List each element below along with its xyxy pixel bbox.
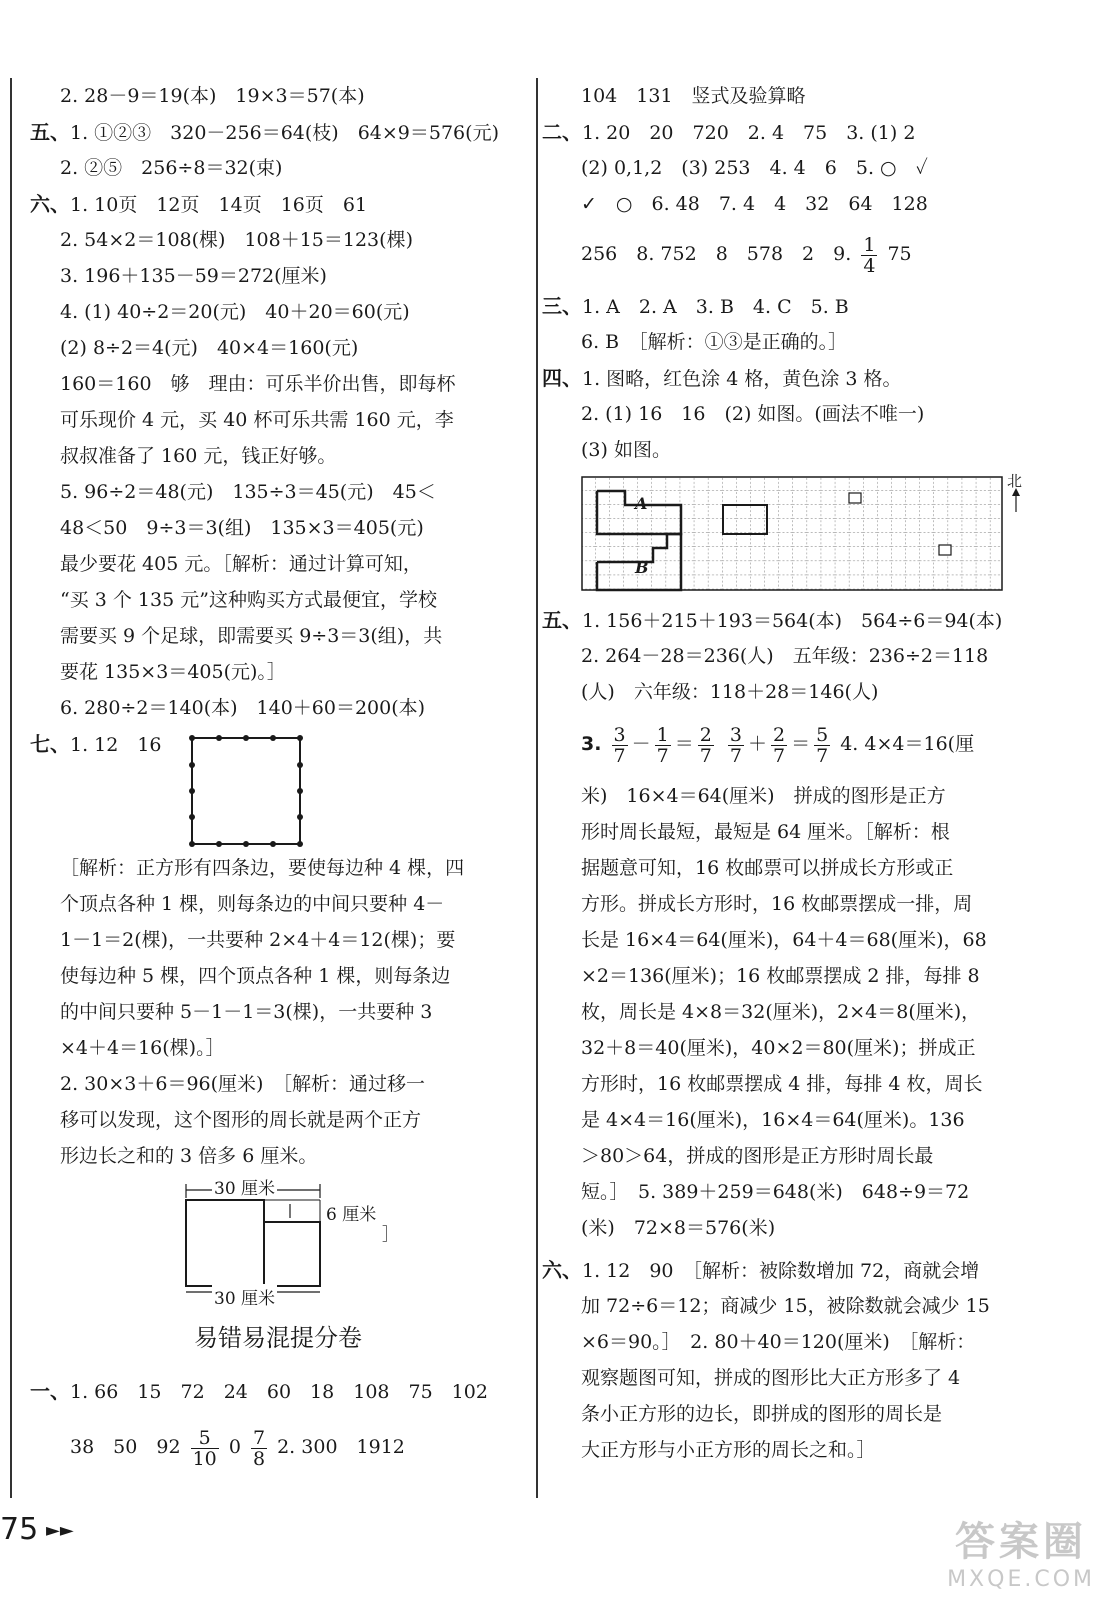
fraction: $\frac{5}{7}$ [816,723,829,767]
section-label: 五、 [542,608,582,632]
watermark-logo: 答案圈 [955,1519,1088,1565]
answer-line: “买 3 个 135 元”这种购买方式最便宜，学校 [60,589,437,611]
answer-line: 256 8. 752 8 578 2 9. $\frac{1}{4}$ 75 [581,233,912,277]
answer-line: 七、1. 12 16 [30,732,162,756]
answer-line: 短。］ 5. 389＋259＝648(米) 648÷9＝72 [581,1181,970,1203]
section-label: 五、 [30,120,70,144]
answer-line: ×6＝90。］ 2. 80＋40＝120(厘米) ［解析： [581,1331,976,1353]
north-label: 北 [1007,472,1023,490]
answer-line: 4. (1) 40÷2＝20(元) 40＋20＝60(元) [60,301,410,323]
answer-line: 移可以发现，这个图形的周长就是两个正方 [60,1109,422,1131]
column-divider [536,78,538,1498]
answer-line: 6. 280÷2＝140(本) 140＋60＝200(本) [60,697,426,719]
answer-line: 2. 28－9＝19(本) 19×3＝57(本) [60,85,365,107]
bottom-dimension-label: 30 厘米 [212,1284,277,1309]
answer-line: 6. B ［解析：①③是正确的。］ [581,331,848,353]
answer-line: 3. 196＋135－59＝272(厘米) [60,265,327,287]
answer-line: 一、1. 66 15 72 24 60 18 108 75 102 [30,1379,488,1403]
fraction: $\frac{2}{7}$ [699,723,712,767]
answer-line: 长是 16×4＝64(厘米)，64＋4＝68(厘米)，68 [581,929,987,951]
answer-line: 形时周长最短，最短是 64 厘米。［解析：根 [581,821,950,843]
answer-line: 104 131 竖式及验算略 [581,85,806,107]
answer-line: 32＋8＝40(厘米)，40×2＝80(厘米)；拼成正 [581,1037,976,1059]
fraction: $\frac{1}{7}$ [656,723,669,767]
answer-line: 个顶点各种 1 棵，则每条边的中间只要种 4－ [60,893,445,915]
figure-bracket: ］ [382,1225,399,1245]
answer-line: 2. ②⑤ 256÷8＝32(束) [60,157,283,179]
answer-line: 是 4×4＝16(厘米)，16×4＝64(厘米)。136 [581,1109,965,1131]
answer-line: 方形时，16 枚邮票摆成 4 排，每排 4 枚，周长 [581,1073,983,1095]
answer-line: 使每边种 5 棵，四个顶点各种 1 棵，则每条边 [60,965,451,987]
answer-line: 需要买 9 个足球，即需要买 9÷3＝3(组)，共 [60,625,443,647]
answer-line: 3. $\frac{3}{7}$ － $\frac{1}{7}$ ＝ $\frac{2}{7}$ $\frac{3}{7}$ ＋ $\frac{2}{7}$ ＝ $\frac{5}{7}$ 4. 4×4＝16(厘 [581,723,975,767]
fraction: $\frac{5}{10}$ [192,1426,217,1470]
answer-line: 1－1＝2(棵)，一共要种 2×4＋4＝12(棵)；要 [60,929,456,951]
answer-line: 160＝160 够 理由：可乐半价出售，即每杯 [60,373,456,395]
answer-line: 六、1. 12 90 ［解析：被除数增加 72，商就会增 [542,1258,980,1282]
answer-line: 大正方形与小正方形的周长之和。］ [581,1439,876,1461]
fraction: $\frac{3}{7}$ [729,723,742,767]
page-number: 75 [0,1512,39,1547]
answer-line: ＞80＞64，拼成的图形是正方形时周长最 [581,1145,934,1167]
fraction: $\frac{2}{7}$ [772,723,786,767]
top-dimension-label: 30 厘米 [212,1174,277,1199]
next-arrows-icon: ►► [46,1520,74,1541]
fraction: $\frac{7}{8}$ [252,1426,266,1470]
answer-line: 米) 16×4＝64(厘米) 拼成的图形是正方 [581,785,946,807]
watermark-url: MXQE.COM [947,1567,1095,1592]
region-label-b: B [635,558,649,577]
answer-line: 方形。拼成长方形时，16 枚邮票摆成一排，周 [581,893,973,915]
answer-line: 最少要花 405 元。［解析：通过计算可知， [60,553,422,575]
answer-line: 要花 135×3＝405(元)。］ [60,661,286,683]
answer-line: 四、1. 图略，红色涂 4 格，黄色涂 3 格。 [542,366,902,390]
answer-line: 48＜50 9÷3＝3(组) 135×3＝405(元) [60,517,424,539]
answer-line: 2. 54×2＝108(棵) 108＋15＝123(棵) [60,229,413,251]
answer-line: 2. 30×3＋6＝96(厘米) ［解析：通过移一 [60,1073,425,1095]
answer-line: 六、1. 10页 12页 14页 16页 61 [30,192,368,216]
answer-line: 5. 96÷2＝48(元) 135÷3＝45(元) 45＜ [60,481,436,503]
answer-line: 叔叔准备了 160 元，钱正好够。 [60,445,337,467]
answer-line: (人) 六年级：118＋28＝146(人) [581,681,879,703]
answer-line: 形边长之和的 3 倍多 6 厘米。 [60,1145,318,1167]
region-label-a: A [635,494,648,513]
section-label: 六、 [542,1258,582,1282]
answer-line: (2) 8÷2＝4(元) 40×4＝160(元) [60,337,359,359]
answer-line: 2. 264－28＝236(人) 五年级：236÷2＝118 [581,645,989,667]
section-label: 七、 [30,732,70,756]
answer-line: ×2＝136(厘米)；16 枚邮票摆成 2 排，每排 8 [581,965,980,987]
fraction: $\frac{1}{4}$ [863,233,876,277]
answer-line: 的中间只要种 5－1－1＝3(棵)，一共要种 3 [60,1001,433,1023]
section-label: 一、 [30,1379,70,1403]
left-rule [10,78,12,1498]
fraction: $\frac{3}{7}$ [613,723,626,767]
answer-line: 二、1. 20 20 720 2. 4 75 3. (1) 2 [542,120,916,144]
answer-line: 五、1. ①②③ 320－256＝64(枝) 64×9＝576(元) [30,120,499,144]
answer-line: 枚，周长是 4×8＝32(厘米)，2×4＝8(厘米)， [581,1001,981,1023]
section-label: 六、 [30,192,70,216]
answer-line: ×4＋4＝16(棵)。］ [60,1037,225,1059]
answer-line: (米) 72×8＝576(米) [581,1217,776,1239]
answer-line: ✓ ○ 6. 48 7. 4 4 32 64 128 [581,193,928,215]
answer-line: 加 72÷6＝12；商减少 15，被除数就会减少 15 [581,1295,990,1317]
answer-line: 三、1. A 2. A 3. B 4. C 5. B [542,294,849,318]
grid-figure [581,472,1031,594]
answer-line: (2) 0,1,2 (3) 253 4. 4 6 5. ○ ✓ [581,157,928,179]
section-label: 二、 [542,120,582,144]
two-squares-figure [180,1178,420,1309]
tree-square-figure [180,730,310,850]
answer-line: 观察题图可知，拼成的图形比大正方形多了 4 [581,1367,961,1389]
answer-line: (3) 如图。 [581,439,671,461]
side-dimension-label: 6 厘米 [326,1205,377,1225]
section-label: 三、 [542,294,582,318]
answer-line: 38 50 92 $\frac{5}{10}$ 0 $\frac{7}{8}$ 2. 300 1912 [70,1426,405,1470]
answer-line: 据题意可知，16 枚邮票可以拼成长方形或正 [581,857,954,879]
answer-line: 五、1. 156＋215＋193＝564(本) 564÷6＝94(本) [542,608,1003,632]
answer-line: 条小正方形的边长，即拼成的图形的周长是 [581,1403,943,1425]
answer-line: 2. (1) 16 16 (2) 如图。(画法不唯一) [581,403,925,425]
section-label: 四、 [542,366,582,390]
watermark [947,1510,1095,1592]
answer-line: 可乐现价 4 元，买 40 杯可乐共需 160 元，李 [60,409,454,431]
answer-line: ［解析：正方形有四条边，要使每边种 4 棵，四 [60,857,465,879]
section-title: 易错易混提分卷 [194,1324,362,1352]
